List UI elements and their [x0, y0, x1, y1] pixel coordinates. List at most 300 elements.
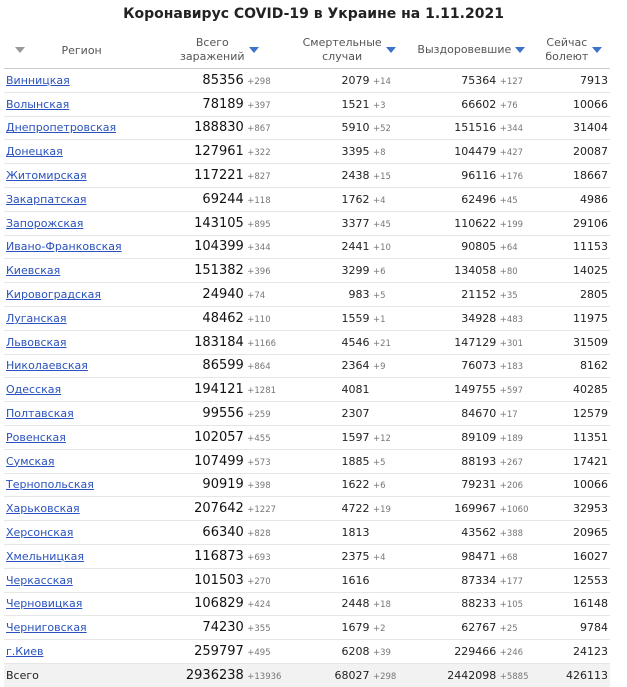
header-region[interactable] — [4, 32, 145, 69]
sick-value: 16027 — [573, 549, 608, 563]
recovered-cell — [405, 330, 538, 354]
region-cell[interactable] — [4, 616, 145, 640]
recovered-cell — [405, 235, 538, 259]
header-deaths[interactable] — [293, 32, 405, 69]
recovered-value: 147129 — [454, 335, 497, 349]
total-cases-value: 183184 — [194, 334, 244, 350]
region-cell[interactable] — [4, 164, 145, 188]
region-cell[interactable] — [4, 116, 145, 140]
deaths-value: 2079 — [341, 73, 370, 87]
recovered-delta: +64 — [499, 243, 518, 254]
region-cell[interactable] — [4, 544, 145, 568]
total-cases-cell — [145, 259, 293, 283]
sick-value: 10066 — [573, 97, 608, 111]
deaths-cell — [293, 449, 405, 473]
deaths-value: 2375 — [341, 549, 370, 563]
region-cell[interactable] — [4, 235, 145, 259]
deaths-cell — [293, 92, 405, 116]
recovered-delta: +246 — [499, 648, 524, 659]
recovered-delta: +127 — [499, 76, 524, 87]
deaths-value: 4081 — [341, 383, 370, 397]
table-row — [4, 640, 610, 664]
region-link[interactable]: Киевская — [6, 264, 61, 278]
deaths-value: 3299 — [341, 264, 370, 278]
total-cases-delta: +118 — [247, 195, 271, 206]
sick-value: 426113 — [566, 668, 608, 682]
total-cases-value: 151382 — [194, 263, 244, 279]
sick-cell — [538, 544, 610, 568]
sort-down-icon — [249, 47, 259, 53]
deaths-delta: +298 — [372, 671, 397, 682]
sick-cell — [538, 402, 610, 426]
sick-value: 18667 — [573, 169, 608, 183]
sick-value: 10066 — [573, 478, 608, 492]
sick-cell — [538, 92, 610, 116]
recovered-value: 87334 — [461, 573, 497, 587]
recovered-delta: +76 — [499, 100, 518, 111]
table-row — [4, 211, 610, 235]
region-cell[interactable] — [4, 69, 145, 93]
region-cell[interactable] — [4, 521, 145, 545]
table-row — [4, 330, 610, 354]
sick-cell — [538, 473, 610, 497]
recovered-value: 151516 — [454, 121, 497, 135]
sick-cell — [538, 354, 610, 378]
table-row — [4, 187, 610, 211]
region-cell[interactable] — [4, 568, 145, 592]
header-deaths-line2: случаи — [322, 50, 363, 63]
total-cases-cell — [145, 521, 293, 545]
total-cases-value: 117221 — [194, 168, 244, 184]
sick-value: 29106 — [573, 216, 608, 230]
table-row — [4, 473, 610, 497]
region-link[interactable]: Донецкая — [6, 145, 63, 159]
deaths-cell — [293, 568, 405, 592]
deaths-value: 2438 — [341, 169, 370, 183]
total-cases-delta: +398 — [247, 481, 271, 492]
deaths-value: 2448 — [341, 597, 370, 611]
region-cell[interactable] — [4, 259, 145, 283]
deaths-cell — [293, 521, 405, 545]
total-cases-cell — [145, 473, 293, 497]
sick-value: 31509 — [573, 335, 608, 349]
region-link[interactable]: Днепропетровская — [6, 121, 117, 135]
recovered-cell — [405, 497, 538, 521]
recovered-delta: +206 — [499, 481, 524, 492]
sick-value: 8162 — [580, 359, 608, 373]
deaths-cell — [293, 211, 405, 235]
region-cell[interactable] — [4, 92, 145, 116]
deaths-cell — [293, 69, 405, 93]
deaths-value: 1762 — [341, 192, 370, 206]
sick-cell — [538, 69, 610, 93]
total-cases-delta: +828 — [247, 529, 271, 540]
recovered-delta: +1060 — [499, 505, 529, 516]
deaths-cell — [293, 140, 405, 164]
header-recovered-label: Выздоровевшие — [417, 43, 512, 56]
total-row — [4, 663, 610, 686]
deaths-delta: +4 — [372, 552, 386, 563]
deaths-value: 5910 — [341, 121, 370, 135]
recovered-cell — [405, 663, 538, 686]
total-cases-delta: +495 — [247, 648, 271, 659]
deaths-cell — [293, 259, 405, 283]
table-row — [4, 259, 610, 283]
total-cases-value: 116873 — [194, 548, 244, 564]
deaths-delta: +45 — [372, 219, 391, 230]
deaths-delta: +5 — [372, 291, 386, 302]
recovered-cell — [405, 211, 538, 235]
sick-cell — [538, 640, 610, 664]
table-row — [4, 425, 610, 449]
total-cases-delta: +397 — [247, 100, 271, 111]
total-cases-value: 107499 — [194, 453, 244, 469]
recovered-cell — [405, 544, 538, 568]
deaths-value: 1521 — [341, 97, 370, 111]
total-cases-value: 2936238 — [185, 667, 244, 683]
region-link[interactable]: Луганская — [6, 311, 67, 325]
recovered-cell — [405, 69, 538, 93]
recovered-cell — [405, 116, 538, 140]
total-cases-cell — [145, 663, 293, 686]
total-cases-delta: +110 — [247, 314, 271, 325]
deaths-cell — [293, 544, 405, 568]
region-cell[interactable] — [4, 497, 145, 521]
recovered-delta: +177 — [499, 576, 524, 587]
deaths-cell — [293, 425, 405, 449]
recovered-delta: +45 — [499, 195, 518, 206]
deaths-delta: +12 — [372, 433, 391, 444]
region-link[interactable]: Николаевская — [6, 359, 88, 373]
recovered-value: 89109 — [461, 430, 497, 444]
recovered-delta: +105 — [499, 600, 524, 611]
sick-cell — [538, 211, 610, 235]
region-cell[interactable] — [4, 211, 145, 235]
total-cases-cell — [145, 640, 293, 664]
recovered-delta: +17 — [499, 410, 518, 421]
deaths-value: 4546 — [341, 335, 370, 349]
table-row — [4, 116, 610, 140]
recovered-delta: +597 — [499, 386, 524, 397]
recovered-delta: +183 — [499, 362, 524, 373]
table-row — [4, 164, 610, 188]
sick-value: 4986 — [580, 192, 608, 206]
total-cases-value: 101503 — [194, 572, 244, 588]
deaths-delta: +5 — [372, 457, 386, 468]
total-cases-delta: +864 — [247, 362, 271, 373]
total-cases-delta: +573 — [247, 457, 271, 468]
deaths-delta: +10 — [372, 243, 391, 254]
recovered-value: 75364 — [461, 73, 497, 87]
recovered-value: 76073 — [461, 359, 497, 373]
recovered-cell — [405, 568, 538, 592]
deaths-delta: +18 — [372, 600, 391, 611]
recovered-delta: +388 — [499, 529, 524, 540]
deaths-value: 6208 — [341, 645, 370, 659]
sick-value: 9784 — [580, 621, 608, 635]
recovered-delta: +176 — [499, 172, 524, 183]
recovered-cell — [405, 378, 538, 402]
header-region-label: Регион — [61, 43, 102, 57]
recovered-value: 169967 — [454, 502, 497, 516]
sick-cell — [538, 164, 610, 188]
deaths-delta: +19 — [372, 505, 391, 516]
recovered-cell — [405, 187, 538, 211]
total-cases-cell — [145, 378, 293, 402]
sick-cell — [538, 235, 610, 259]
deaths-cell — [293, 116, 405, 140]
region-cell[interactable] — [4, 330, 145, 354]
sick-cell — [538, 568, 610, 592]
sick-value: 32953 — [573, 502, 608, 516]
total-cases-value: 127961 — [194, 144, 244, 160]
sick-cell — [538, 140, 610, 164]
total-cases-cell — [145, 568, 293, 592]
region-cell[interactable] — [4, 283, 145, 307]
deaths-delta: +6 — [372, 267, 386, 278]
region-cell[interactable] — [4, 449, 145, 473]
deaths-value: 3377 — [341, 216, 370, 230]
table-row — [4, 402, 610, 426]
region-cell[interactable] — [4, 306, 145, 330]
deaths-value: 983 — [348, 288, 370, 302]
region-link[interactable]: Запорожская — [6, 216, 84, 230]
sick-value: 17421 — [573, 454, 608, 468]
recovered-cell — [405, 640, 538, 664]
table-row — [4, 69, 610, 93]
deaths-delta: +52 — [372, 124, 391, 135]
deaths-delta: +8 — [372, 148, 386, 159]
header-total[interactable] — [145, 32, 293, 69]
recovered-value: 66602 — [461, 97, 497, 111]
region-link[interactable]: Винницкая — [6, 73, 70, 87]
sick-cell — [538, 116, 610, 140]
sort-down-icon — [592, 47, 602, 53]
total-cases-delta: +13936 — [247, 671, 282, 682]
region-link[interactable]: г.Киев — [6, 645, 44, 659]
sick-cell — [538, 306, 610, 330]
region-link[interactable]: Черниговская — [6, 621, 87, 635]
deaths-delta: +3 — [372, 100, 386, 111]
deaths-delta: +39 — [372, 648, 391, 659]
total-cases-cell — [145, 69, 293, 93]
recovered-delta: +344 — [499, 124, 524, 135]
deaths-value: 1559 — [341, 311, 370, 325]
deaths-value: 2441 — [341, 240, 370, 254]
total-cases-delta: +1227 — [247, 505, 277, 516]
total-cases-value: 104399 — [194, 239, 244, 255]
region-cell[interactable] — [4, 640, 145, 664]
total-cases-delta: +827 — [247, 172, 271, 183]
deaths-value: 68027 — [334, 668, 370, 682]
deaths-cell — [293, 497, 405, 521]
sick-value: 31404 — [573, 121, 608, 135]
total-cases-value: 48462 — [202, 310, 244, 326]
total-cases-value: 259797 — [194, 644, 244, 660]
region-link[interactable]: Сумская — [6, 454, 55, 468]
sort-down-icon — [386, 47, 396, 53]
recovered-cell — [405, 521, 538, 545]
sick-cell — [538, 330, 610, 354]
region-link[interactable]: Херсонская — [6, 526, 74, 540]
recovered-value: 229466 — [454, 645, 497, 659]
total-cases-cell — [145, 592, 293, 616]
deaths-delta: +21 — [372, 338, 391, 349]
recovered-cell — [405, 592, 538, 616]
region-cell[interactable] — [4, 140, 145, 164]
recovered-cell — [405, 92, 538, 116]
region-cell[interactable] — [4, 425, 145, 449]
total-cases-value: 66340 — [202, 525, 244, 541]
region-cell[interactable] — [4, 402, 145, 426]
sick-value: 20087 — [573, 145, 608, 159]
sick-cell — [538, 259, 610, 283]
recovered-value: 134058 — [454, 264, 497, 278]
table-row — [4, 497, 610, 521]
table-row — [4, 235, 610, 259]
region-link[interactable]: Житомирская — [6, 169, 87, 183]
table-row — [4, 283, 610, 307]
region-link[interactable]: Харьковская — [6, 502, 80, 516]
total-cases-value: 24940 — [202, 287, 244, 303]
total-cases-value: 74230 — [202, 620, 244, 636]
region-link[interactable]: Тернопольская — [6, 478, 94, 492]
total-cases-cell — [145, 187, 293, 211]
deaths-cell — [293, 306, 405, 330]
sort-icon — [15, 47, 25, 53]
deaths-delta: +9 — [372, 362, 386, 373]
total-cases-cell — [145, 616, 293, 640]
region-link[interactable]: Кировоградская — [6, 288, 102, 302]
deaths-cell — [293, 616, 405, 640]
region-cell[interactable] — [4, 187, 145, 211]
header-recovered[interactable] — [405, 32, 538, 69]
recovered-delta: +427 — [499, 148, 524, 159]
recovered-cell — [405, 140, 538, 164]
region-link[interactable]: Черновицкая — [6, 597, 83, 611]
recovered-value: 34928 — [461, 311, 497, 325]
region-link[interactable]: Ивано-Франковская — [6, 240, 122, 254]
region-link[interactable]: Полтавская — [6, 407, 74, 421]
total-cases-cell — [145, 449, 293, 473]
recovered-value: 98471 — [461, 549, 497, 563]
recovered-value: 2442098 — [447, 668, 497, 682]
deaths-value: 1597 — [341, 430, 370, 444]
region-cell — [4, 663, 145, 686]
total-cases-value: 78189 — [202, 96, 244, 112]
total-cases-cell — [145, 235, 293, 259]
region-cell[interactable] — [4, 354, 145, 378]
total-cases-value: 99556 — [202, 406, 244, 422]
total-cases-delta: +424 — [247, 600, 271, 611]
recovered-value: 90805 — [461, 240, 497, 254]
region-cell[interactable] — [4, 473, 145, 497]
covid-table — [4, 32, 610, 687]
recovered-value: 96116 — [461, 169, 497, 183]
table-row — [4, 354, 610, 378]
sick-value: 11975 — [573, 311, 608, 325]
table-row — [4, 92, 610, 116]
sick-value: 16148 — [573, 597, 608, 611]
header-deaths-line1: Смертельные — [302, 36, 382, 49]
region-link[interactable]: Ровенская — [6, 430, 66, 444]
deaths-value: 2307 — [341, 407, 370, 421]
total-cases-delta: +693 — [247, 552, 271, 563]
table-row — [4, 378, 610, 402]
header-sick-line1: Сейчас — [546, 36, 588, 49]
region-link[interactable]: Закарпатская — [6, 192, 87, 206]
page-title: Коронавирус COVID-19 в Украине на 1.11.2021 — [123, 6, 504, 22]
header-sick[interactable] — [538, 32, 610, 69]
region-link[interactable]: Черкасская — [6, 573, 73, 587]
deaths-cell — [293, 640, 405, 664]
total-cases-delta: +74 — [247, 291, 266, 302]
deaths-cell — [293, 378, 405, 402]
recovered-cell — [405, 616, 538, 640]
region-link[interactable]: Волынская — [6, 97, 70, 111]
recovered-delta: +25 — [499, 624, 518, 635]
recovered-value: 110622 — [454, 216, 497, 230]
total-cases-cell — [145, 544, 293, 568]
deaths-value: 1679 — [341, 621, 370, 635]
total-cases-value: 69244 — [202, 191, 244, 207]
total-cases-cell — [145, 283, 293, 307]
total-cases-delta: +270 — [247, 576, 271, 587]
recovered-value: 149755 — [454, 383, 497, 397]
deaths-value: 1616 — [341, 573, 370, 587]
recovered-delta: +35 — [499, 291, 518, 302]
recovered-value: 62767 — [461, 621, 497, 635]
sick-cell — [538, 592, 610, 616]
sort-down-icon — [515, 47, 525, 53]
recovered-value: 79231 — [461, 478, 497, 492]
deaths-value: 3395 — [341, 145, 370, 159]
sick-value: 20965 — [573, 526, 608, 540]
sick-cell — [538, 425, 610, 449]
deaths-cell — [293, 330, 405, 354]
total-cases-delta: +259 — [247, 410, 271, 421]
sick-value: 7913 — [580, 73, 608, 87]
region-link[interactable]: Львовская — [6, 335, 67, 349]
recovered-cell — [405, 473, 538, 497]
total-cases-delta: +298 — [247, 76, 271, 87]
sick-cell — [538, 521, 610, 545]
deaths-cell — [293, 663, 405, 686]
region-cell[interactable] — [4, 378, 145, 402]
recovered-cell — [405, 354, 538, 378]
recovered-value: 104479 — [454, 145, 497, 159]
region-link[interactable]: Хмельницкая — [6, 549, 84, 563]
recovered-delta: +5885 — [499, 671, 529, 682]
deaths-value: 4722 — [341, 502, 370, 516]
total-cases-delta: +1166 — [247, 338, 277, 349]
deaths-cell — [293, 187, 405, 211]
recovered-delta: +68 — [499, 552, 518, 563]
header-sick-line2: болеют — [545, 50, 589, 63]
recovered-delta: +189 — [499, 433, 524, 444]
total-label: Всего — [6, 668, 39, 682]
region-link[interactable]: Одесская — [6, 383, 62, 397]
sick-value: 11351 — [573, 430, 608, 444]
sick-cell — [538, 187, 610, 211]
sick-cell — [538, 663, 610, 686]
deaths-delta: +2 — [372, 624, 386, 635]
deaths-delta: +15 — [372, 172, 391, 183]
recovered-cell — [405, 283, 538, 307]
region-cell[interactable] — [4, 592, 145, 616]
recovered-delta: +483 — [499, 314, 524, 325]
deaths-value: 1885 — [341, 454, 370, 468]
